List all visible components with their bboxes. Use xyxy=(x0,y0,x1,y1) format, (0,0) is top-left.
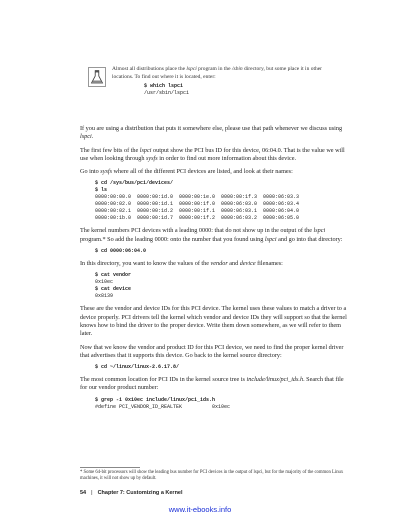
footnote-divider xyxy=(80,467,140,468)
footer-separator: | xyxy=(91,490,93,496)
code-block xyxy=(95,180,348,222)
code-line: 0000:00:02.0 0000:00:1d.1 0000:00:1f.0 0000:06:03.0 0000:06:03.4 xyxy=(95,201,300,208)
paragraph: Now that we know the vendor and product ID for this PCI device, we need to find the proper kernel driver that advertises that it supports this device. Go back to the kernel source directory: xyxy=(80,343,344,359)
paragraph: In this directory, you want to know the values of the vendor and device filenames: xyxy=(80,260,283,268)
paragraph: The first few bits of the lspci output show the PCI bus ID for this device, 06:04.0. That is the value we will use when looking through sysfs in order to find out more information about this device. xyxy=(80,146,345,162)
page-body xyxy=(80,125,348,416)
code-line: $ cat vendor xyxy=(95,272,132,279)
code-line: $ grep -i 0x10ec include/linux/pci_ids.h xyxy=(95,396,216,403)
code-line: $ which lspci xyxy=(144,82,184,89)
code-block xyxy=(95,397,348,411)
footnote: * Some 64-bit processors will show the leading bus number for PCI devices in the output of lspci, but for the majority of the common Linux machines, it will not show up by default. xyxy=(80,470,344,481)
paragraph: These are the vendor and device IDs for this PCI device. The kernel uses these values to match a driver to a device properly. PCI drivers tell the kernel which vendor and device IDs they will support so that the kernel knows how to bind the driver to the proper device. Write them down somewhere, as we will refer to them later. xyxy=(80,305,347,338)
code-line: $ cd /sys/bus/pci/devices/ xyxy=(95,180,174,187)
code-line: $ cd ~/linux/linux-2.6.17.8/ xyxy=(95,364,180,371)
tip-note xyxy=(112,66,344,97)
chapter-title: Chapter 7: Customizing a Kernel xyxy=(97,490,183,496)
code-block xyxy=(95,272,348,300)
tip-flask-icon xyxy=(88,67,106,87)
code-line: 0000:00:1b.0 0000:00:1d.7 0000:00:1f.2 0000:06:03.2 0000:06:05.0 xyxy=(95,215,300,222)
paragraph: Go into sysfs where all of the different PCI devices are listed, and look at their names: xyxy=(80,168,293,176)
code-line: #define PCI_VENDOR_ID_REALTEK 0x10ec xyxy=(95,403,231,410)
code-line: 0000:00:00.0 0000:00:1d.0 0000:00:1e.0 0000:00:1f.3 0000:06:03.3 xyxy=(95,194,300,201)
code-block xyxy=(95,364,348,371)
code-line: $ ls xyxy=(95,187,108,194)
tip-code-block xyxy=(144,83,344,97)
paragraph: If you are using a distribution that puts it somewhere else, please use that path whenever we discuss using lspci. xyxy=(80,125,343,141)
paragraph: The kernel numbers PCI devices with a leading 0000: that do not show up in the output of the lspci program.* So add the leading 0000: onto the number that you found using lspci and go into that directory: xyxy=(80,227,343,243)
page-number: 54 xyxy=(80,490,87,496)
code-line: 0x10ec xyxy=(95,279,114,286)
watermark-link[interactable]: www.it-ebooks.info xyxy=(168,505,232,514)
code-line: 0000:00:02.1 0000:00:1d.2 0000:00:1f.1 0000:06:03.1 0000:06:04.0 xyxy=(95,208,300,215)
paragraph: The most common location for PCI IDs in the kernel source tree is include/linux/pci_ids.h. Search that file for our vendor product number: xyxy=(80,376,344,392)
code-line: $ cat device xyxy=(95,286,132,293)
code-line: 0x8139 xyxy=(95,293,114,300)
page-footer xyxy=(80,490,348,500)
code-line: /usr/sbin/lspci xyxy=(144,89,190,96)
tip-text: Almost all distributions place the lspci program in the /sbin directory, but some place it in other locations. To find out where it is located, enter: xyxy=(112,66,323,80)
code-line: $ cd 0000:06:04.0 xyxy=(95,248,147,255)
code-block xyxy=(95,248,348,255)
